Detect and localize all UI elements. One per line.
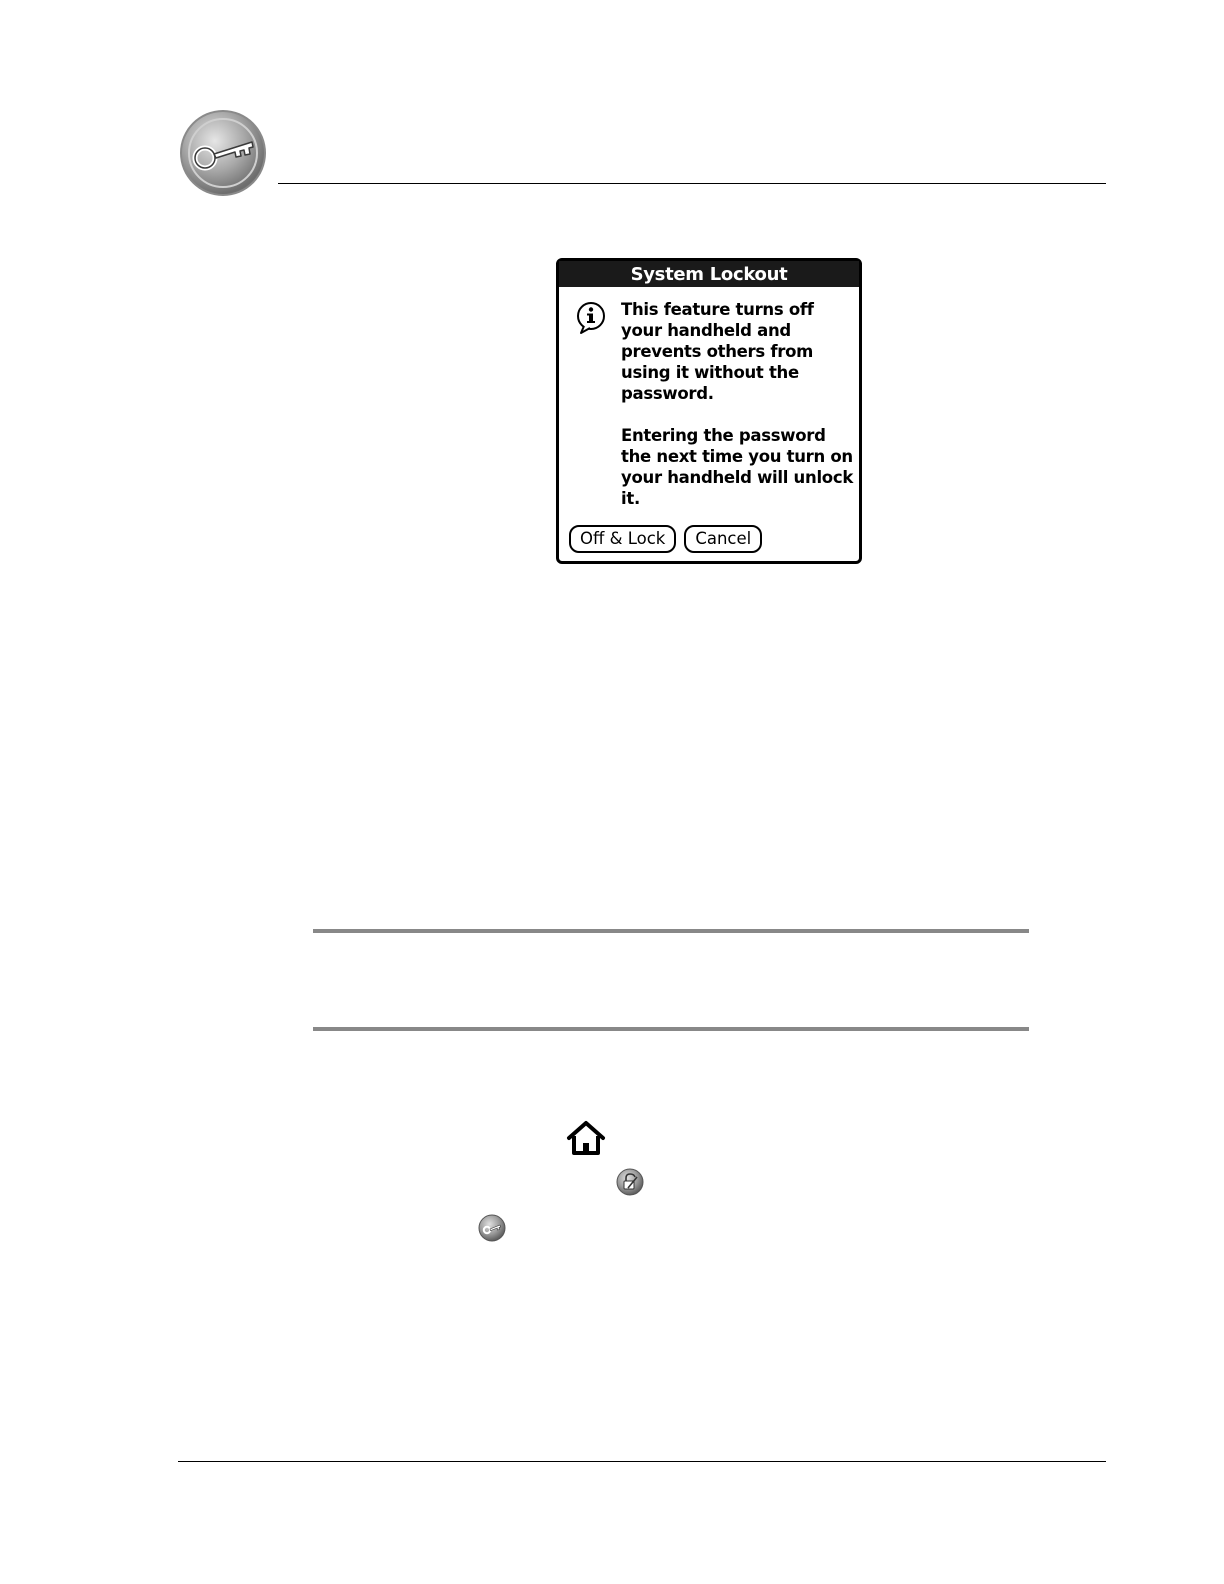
dialog-buttons xyxy=(569,525,762,553)
security-app-icon xyxy=(616,1168,644,1196)
dialog-message-paragraph-1: This feature turns off your handheld and prevents others from using it without the password. xyxy=(621,300,814,403)
off-and-lock-button[interactable]: Off & Lock xyxy=(569,525,676,553)
key-icon xyxy=(178,108,268,198)
cancel-button[interactable]: Cancel xyxy=(684,525,762,553)
note-rule-top xyxy=(313,929,1029,933)
dialog-title: System Lockout xyxy=(559,261,859,287)
info-icon xyxy=(575,301,609,335)
system-lockout-dialog xyxy=(556,258,862,564)
home-icon xyxy=(566,1120,606,1156)
dialog-message-paragraph-2: Entering the password the next time you turn on your handheld will unlock it. xyxy=(621,426,854,508)
footer-rule xyxy=(178,1461,1106,1462)
dialog-message xyxy=(621,299,855,509)
header-rule xyxy=(278,183,1106,184)
lock-icon xyxy=(478,1214,506,1242)
note-rule-bottom xyxy=(313,1027,1029,1031)
